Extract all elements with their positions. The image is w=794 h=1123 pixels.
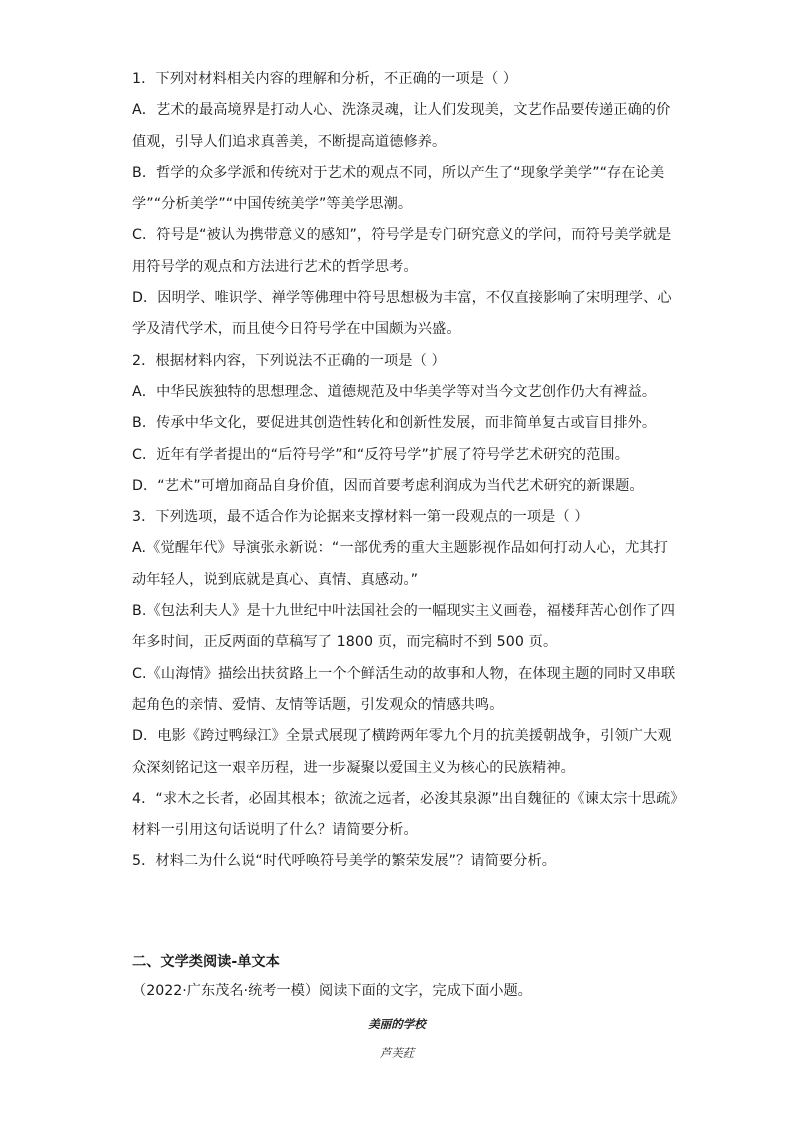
story-author: 芦芙荭 — [379, 1046, 415, 1060]
question-line: A.《觉醒年代》导演张永新说：“一部优秀的重大主题影视作品如何打动人心，尤其打 — [132, 540, 668, 557]
question-line: 众深刻铭记这一艰辛历程，进一步凝聚以爱国主义为核心的民族精神。 — [132, 759, 575, 776]
section-heading: 二、文学类阅读-单文本 — [132, 954, 280, 970]
question-line: 起角色的亲情、爱情、友情等话题，引发观众的情感共鸣。 — [132, 696, 504, 713]
question-line: A．中华民族独特的思想理念、道德规范及中华美学等对当今文艺创作仍大有裨益。 — [132, 383, 657, 400]
question-line: 3．下列选项，最不适合作为论据来支撑材料一第一段观点的一项是（ ） — [132, 509, 589, 526]
question-line: C．近年有学者提出的“后符号学”和“反符号学”扩展了符号学艺术研究的范围。 — [132, 446, 630, 463]
question-line: 年多时间，正反两面的草稿写了 1800 页，而完稿时不到 500 页。 — [132, 634, 558, 651]
question-line: 材料一引用这句话说明了什么？请简要分析。 — [132, 822, 418, 839]
question-line: B.《包法利夫人》是十九世纪中叶法国社会的一幅现实主义画卷，福楼拜苦心创作了四 — [132, 603, 676, 620]
question-line: 4．“求木之长者，必固其根本；欲流之远者，必浚其泉源”出自魏征的《谏太宗十思疏》 — [132, 790, 685, 807]
question-line: 学及清代学术，而且使今日符号学在中国颇为兴盛。 — [132, 321, 461, 338]
question-line: 2．根据材料内容，下列说法不正确的一项是（ ） — [132, 352, 446, 369]
question-line: B．传承中华文化，要促进其创造性转化和创新性发展，而非简单复古或盲目排外。 — [132, 415, 657, 432]
question-line: 学”“分析美学”“中国传统美学”等美学思潮。 — [132, 196, 413, 213]
question-line: 用符号学的观点和方法进行艺术的哲学思考。 — [132, 258, 418, 275]
section-instruction: （2022·广东茂名·统考一模）阅读下面的文字，完成下面小题。 — [132, 983, 532, 999]
section-literary-reading — [132, 949, 672, 1007]
question-line: D．电影《跨过鸭绿江》全景式展现了横跨两年零九个月的抗美援朝战争，引领广大观 — [132, 728, 672, 745]
question-line: 1．下列对材料相关内容的理解和分析，不正确的一项是（ ） — [132, 71, 518, 87]
question-line: C．符号是“被认为携带意义的感知”，符号学是专门研究意义的学问，而符号美学就是 — [132, 227, 672, 244]
question-block — [132, 64, 685, 878]
question-line: C.《山海情》描绘出扶贫路上一个个鲜活生动的故事和人物，在体现主题的同时又串联 — [132, 665, 676, 682]
question-line: 值观，引导人们追求真善美，不断提高道德修养。 — [132, 133, 447, 150]
question-line: B．哲学的众多学派和传统对于艺术的观点不同，所以产生了“现象学美学”“存在论美 — [132, 164, 665, 181]
question-line: 5．材料二为什么说“时代呼唤符号美学的繁荣发展”？请简要分析。 — [132, 853, 557, 870]
question-line: A．艺术的最高境界是打动人心、洗涤灵魂，让人们发现美，文艺作品要传递正确的价 — [132, 102, 671, 119]
question-line: D．“艺术”可增加商品自身价值，因而首要考虑利润成为当代艺术研究的新课题。 — [132, 477, 644, 494]
question-line: 动年轻人，说到底就是真心、真情、真感动。” — [132, 571, 419, 588]
story-title: 美丽的学校 — [368, 1017, 426, 1031]
question-line: D．因明学、唯识学、禅学等佛理中符号思想极为丰富，不仅直接影响了宋明理学、心 — [132, 290, 672, 307]
